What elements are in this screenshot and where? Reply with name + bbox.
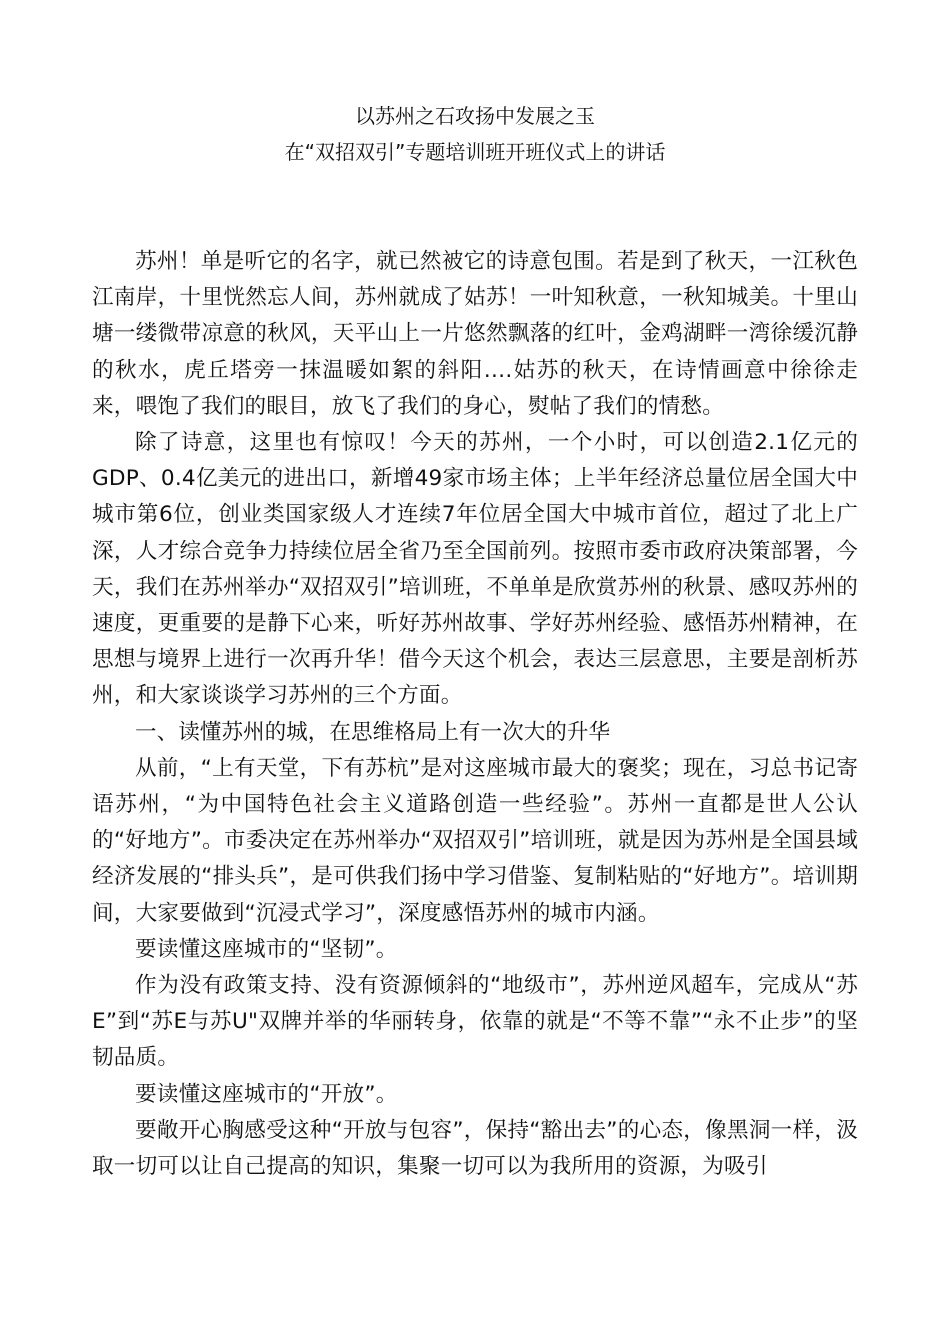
title-block <box>0 98 950 170</box>
paragraph-tenacity: 作为没有政策支持、没有资源倾斜的“地级市”，苏州逆风超车，完成从“苏E”到“苏E与苏U"双牌并举的华丽转身，依靠的就是“不等不靠”“永不止步”的坚韧品质。 <box>92 973 858 1071</box>
document-title: 以苏州之石攻扬中发展之玉 <box>355 104 595 128</box>
paragraph-amazement: 除了诗意，这里也有惊叹！今天的苏州，一个小时，可以创造2.1亿元的GDP、0.4亿美元的进出口，新增49家市场主体；上半年经济总量位居全国大中城市第6位，创业类国家级人才连续7年位居全国大中城市首位，超过了北上广深，人才综合竞争力持续位居全省乃至全国前列。按照市委市政府决策部署，今天，我们在苏州举办“双招双引”培训班，不单单是欣赏苏州的秋景、感叹苏州的速度，更重要的是静下心来，听好苏州故事、学好苏州经验、感悟苏州精神，在思想与境界上进行一次再升华！借今天这个机会，表达三层意思，主要是剖析苏州，和大家谈谈学习苏州的三个方面。 <box>92 430 858 709</box>
document-subtitle: 在“双招双引”专题培训班开班仪式上的讲话 <box>284 140 666 164</box>
paragraph-intro: 苏州！单是听它的名字，就已然被它的诗意包围。若是到了秋天，一江秋色江南岸，十里恍然忘人间，苏州就成了姑苏！一叶知秋意，一秋知城美。十里山塘一缕微带凉意的秋风，天平山上一片悠然飘落的红叶，金鸡湖畔一湾徐缓沉静的秋水，虎丘塔旁一抹温暖如絮的斜阳….姑苏的秋天，在诗情画意中徐徐走来，喂饱了我们的眼目，放飞了我们的身心，熨帖了我们的情愁。 <box>92 249 858 419</box>
paragraph-good-place: 从前，“上有天堂，下有苏杭”是对这座城市最大的褒奖；现在，习总书记寄语苏州，“为中国特色社会主义道路创造一些经验”。苏州一直都是世人公认的“好地方”。市委决定在苏州举办“双招双引”培训班，就是因为苏州是全国县域经济发展的“排头兵”，是可供我们扬中学习借鉴、复制粘贴的“好地方”。培训期间，大家要做到“沉浸式学习”，深度感悟苏州的城市内涵。 <box>92 755 858 926</box>
subheading-openness: 要读懂这座城市的“开放”。 <box>135 1081 398 1107</box>
subheading-tenacity: 要读懂这座城市的“坚韧”。 <box>135 936 398 962</box>
paragraph-openness: 要敞开心胸感受这种“开放与包容”，保持“豁出去”的心态，像黑洞一样，汲取一切可以让自己提高的知识，集聚一切可以为我所用的资源，为吸引 <box>92 1117 858 1180</box>
document-body <box>92 244 858 1185</box>
section-heading-1: 一、读懂苏州的城，在思维格局上有一次大的升华 <box>135 719 611 745</box>
